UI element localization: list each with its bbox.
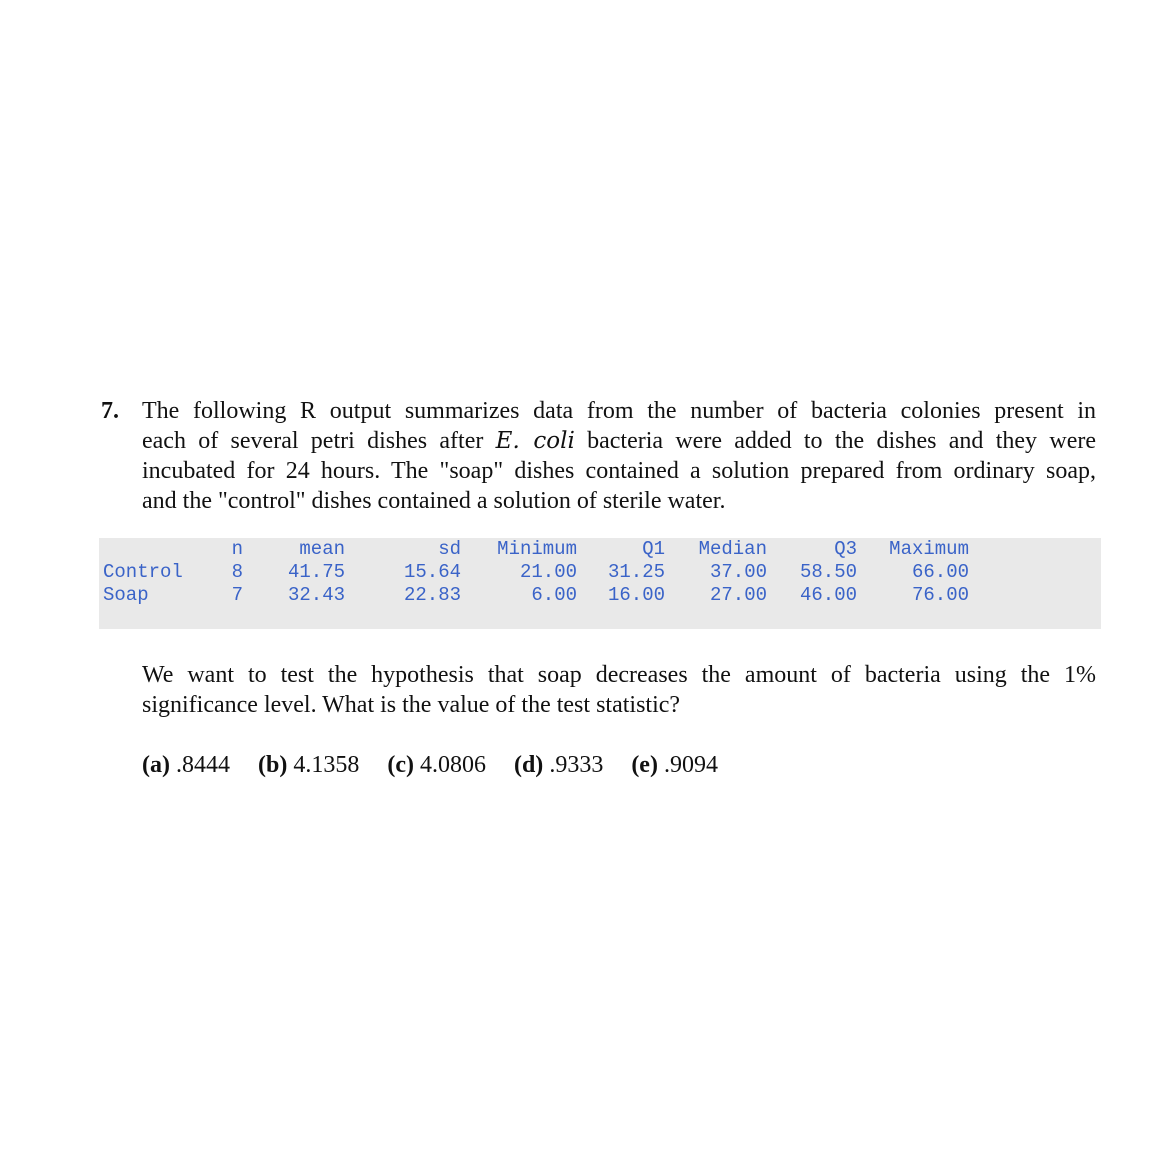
control-minimum: 21.00 [519,561,577,583]
question-text-line-2 [142,426,1096,456]
soap-median: 27.00 [709,584,767,606]
row-label-control: Control [103,561,183,583]
question-text-line-2-start: each of several petri dishes after [142,428,496,454]
prompt-line-1: We want to test the hypothesis that soap decreases the amount of bacteria using the 1% [142,662,1096,688]
choice-d-value: .9333 [549,752,604,778]
choice-e[interactable] [631,750,718,780]
control-n: 8 [231,561,243,583]
control-q3: 58.50 [799,561,857,583]
question-text-line-3: incubated for 24 hours. The "soap" dishes contained a solution prepared from ordinary soap, [142,458,1096,484]
choice-e-letter: (e) [631,752,658,778]
control-mean: 41.75 [287,561,345,583]
choice-a[interactable] [142,750,230,780]
choice-b-letter: (b) [257,752,288,778]
control-maximum: 66.00 [911,561,969,583]
header-q3: Q3 [834,538,857,560]
header-median: Median [698,538,767,560]
soap-n: 7 [231,584,243,606]
row-label-soap: Soap [103,584,149,606]
answer-choices [142,750,740,780]
choice-b-value: 4.1358 [293,752,360,778]
soap-sd: 22.83 [403,584,461,606]
header-q1: Q1 [642,538,665,560]
ecoli-term: E. coli [495,428,575,454]
soap-q1: 16.00 [607,584,665,606]
choice-d-letter: (d) [513,752,544,778]
header-maximum: Maximum [889,538,969,560]
header-n: n [231,538,243,560]
question-text-line-2-end: bacteria were added to the dishes and they were [574,428,1096,454]
soap-maximum: 76.00 [911,584,969,606]
header-minimum: Minimum [497,538,577,560]
question-number: 7. [101,398,119,424]
choice-a-letter: (a) [142,752,170,778]
choice-b[interactable] [258,750,359,780]
header-sd: sd [438,538,461,560]
control-sd: 15.64 [403,561,461,583]
choice-e-value: .9094 [663,752,718,778]
r-output-table [99,538,1101,629]
control-median: 37.00 [709,561,767,583]
choice-c-letter: (c) [387,752,414,778]
header-mean: mean [299,538,345,560]
soap-q3: 46.00 [799,584,857,606]
control-q1: 31.25 [607,561,665,583]
soap-minimum: 6.00 [531,584,577,606]
choice-c-value: 4.0806 [419,752,486,778]
question-text-line-4: and the "control" dishes contained a solution of sterile water. [142,488,726,514]
choice-a-value: .8444 [175,752,230,778]
choice-d[interactable] [514,750,603,780]
choice-c[interactable] [387,750,486,780]
soap-mean: 32.43 [287,584,345,606]
prompt-line-2: significance level. What is the value of the test statistic? [142,692,681,718]
question-text-line-1: The following R output summarizes data from the number of bacteria colonies present in [142,398,1096,424]
